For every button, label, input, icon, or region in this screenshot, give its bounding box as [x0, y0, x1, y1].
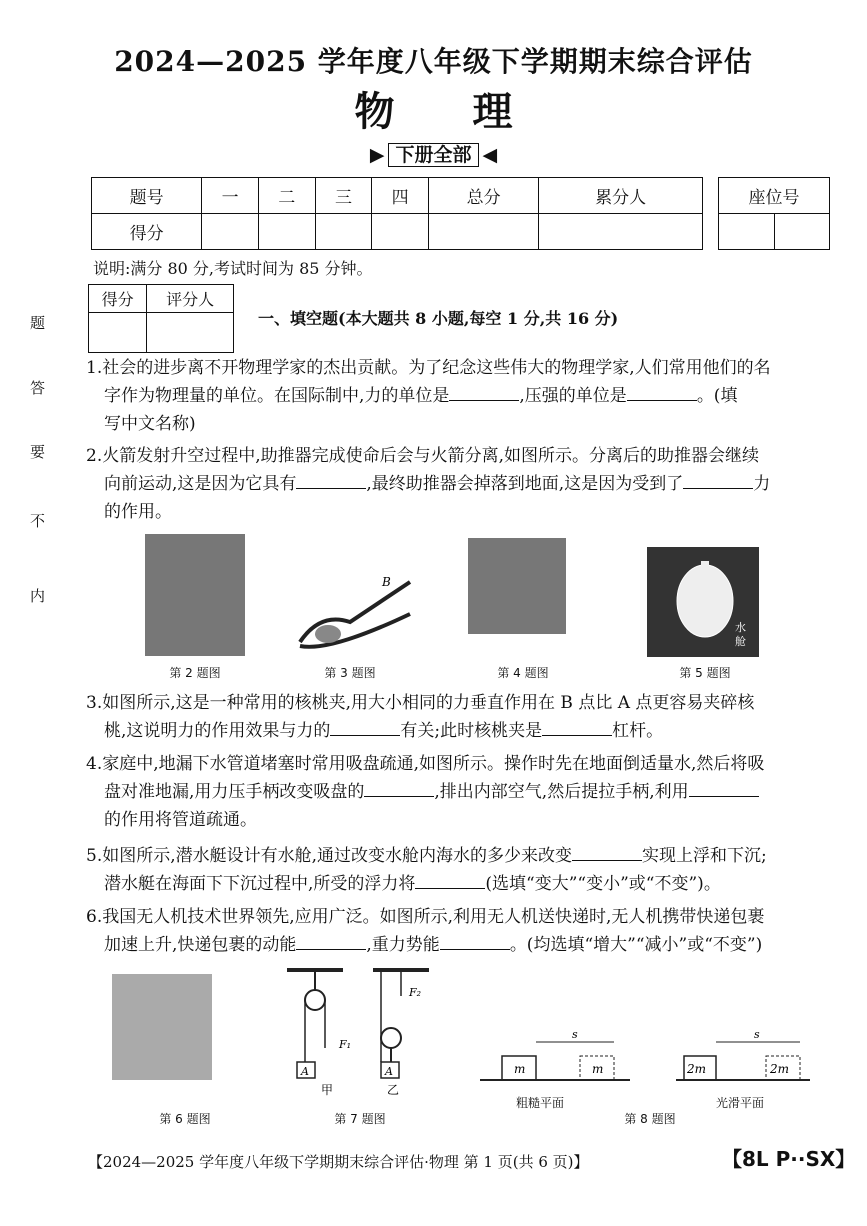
seat-label: 座位号 — [719, 178, 830, 214]
arrow-left-icon: ◀ — [482, 144, 498, 166]
answer-blank[interactable] — [364, 778, 434, 797]
side-label: 内 — [30, 587, 46, 605]
answer-blank[interactable] — [440, 931, 510, 950]
fig7-label-f1: F₁ — [339, 1038, 352, 1051]
fig7-block-a: A — [385, 1065, 393, 1078]
answer-blank[interactable] — [689, 778, 759, 797]
score-header-cell: 题号 — [92, 178, 202, 214]
q5-text: 5.如图所示,潜水艇设计有水舱,通过改变水舱内海水的多少来改变 — [86, 846, 573, 866]
answer-blank[interactable] — [415, 870, 485, 889]
side-label: 题 — [30, 314, 46, 332]
fig8-rough-label: 粗糙平面 — [515, 1096, 564, 1110]
grader-score-label: 得分 — [89, 285, 147, 313]
question-2 — [86, 442, 842, 526]
q3-text: 桃,这说明力的作用效果与力的 — [104, 721, 331, 741]
fig7-block-a: A — [301, 1065, 309, 1078]
q2-text: 力 — [753, 474, 771, 494]
caption-fig3: 第 3 题图 — [324, 666, 376, 680]
score-table — [91, 177, 703, 250]
caption-fig8: 第 8 题图 — [624, 1112, 676, 1126]
caption-fig4: 第 4 题图 — [497, 666, 549, 680]
q1-text: 。(填 — [696, 386, 738, 406]
side-label: 要 — [30, 443, 46, 461]
score-cell[interactable] — [539, 214, 703, 250]
answer-blank[interactable] — [296, 470, 366, 489]
q2-text: 向前运动,这是因为它具有 — [104, 474, 297, 494]
section-heading: 一、填空题(本大题共 8 小题,每空 1 分,共 16 分) — [258, 309, 619, 328]
q2-text: 2.火箭发射升空过程中,助推器完成使命后会与火箭分离,如图所示。分离后的助推器会继续 — [86, 446, 760, 466]
grader-score-cell[interactable] — [89, 313, 147, 353]
fig3-label-b: B — [382, 575, 391, 589]
exam-title: 2024—2025 学年度八年级下学期期末综合评估 — [114, 45, 753, 78]
fig7-label-f2: F₂ — [409, 986, 422, 999]
score-header-cell: 二 — [258, 178, 315, 214]
subject-title: 物理 — [354, 88, 591, 135]
fig7-label-right: 乙 — [387, 1083, 400, 1096]
fig8-distance-s: s — [754, 1028, 760, 1041]
caption-fig7: 第 7 题图 — [334, 1112, 386, 1126]
q3-text: 有关;此时核桃夹是 — [400, 721, 543, 741]
answer-blank[interactable] — [330, 717, 400, 736]
answer-blank[interactable] — [296, 931, 366, 950]
score-cell[interactable] — [258, 214, 315, 250]
drone-photo — [112, 974, 212, 1080]
grader-reviewer-cell[interactable] — [147, 313, 234, 353]
question-6 — [86, 903, 842, 959]
answer-blank[interactable] — [542, 717, 612, 736]
answer-blank[interactable] — [572, 842, 642, 861]
fig8-mass-m: m — [514, 1062, 526, 1076]
q6-text: 加速上升,快递包裹的动能 — [104, 935, 297, 955]
volume-label — [0, 140, 867, 167]
fig8-mass-2m: 2m — [687, 1062, 707, 1076]
score-cell[interactable] — [428, 214, 538, 250]
fig5-label-tank: 舱 — [735, 635, 746, 648]
q4-text: 盘对准地漏,用力压手柄改变吸盘的 — [104, 782, 365, 802]
exam-description: 说明:满分 80 分,考试时间为 85 分钟。 — [93, 259, 373, 278]
plunger-photo — [468, 538, 566, 634]
score-cell[interactable] — [372, 214, 429, 250]
fig5-label-water: 水 — [735, 621, 746, 634]
q6-text: 6.我国无人机技术世界领先,应用广泛。如图所示,利用无人机送快递时,无人机携带快递包裹 — [86, 907, 765, 927]
answer-blank[interactable] — [683, 470, 753, 489]
arrow-right-icon: ▶ — [369, 144, 385, 166]
q6-text: ,重力势能 — [366, 935, 440, 955]
seat-table — [718, 177, 830, 250]
caption-fig6: 第 6 题图 — [159, 1112, 211, 1126]
q1-text: 写中文名称) — [104, 414, 196, 434]
question-3 — [86, 689, 842, 745]
fig8-smooth-label: 光滑平面 — [715, 1096, 764, 1110]
question-4 — [86, 750, 842, 834]
q4-text: 的作用将管道疏通。 — [104, 810, 257, 830]
fig8-distance-s: s — [572, 1028, 578, 1041]
score-header-cell: 累分人 — [539, 178, 703, 214]
q3-text: 3.如图所示,这是一种常用的核桃夹,用大小相同的力垂直作用在 B 点比 A 点更容易夹碎核 — [86, 693, 755, 713]
volume-text: 下册全部 — [388, 143, 478, 167]
seat-cell[interactable] — [719, 214, 775, 250]
score-header-cell: 一 — [202, 178, 259, 214]
q1-text: 字作为物理量的单位。在国际制中,力的单位是 — [104, 386, 450, 406]
q4-text: ,排出内部空气,然后提拉手柄,利用 — [434, 782, 689, 802]
question-1 — [86, 354, 842, 438]
score-header-cell: 总分 — [428, 178, 538, 214]
score-cell[interactable] — [315, 214, 372, 250]
nutcracker-figure — [290, 572, 418, 658]
answer-blank[interactable] — [627, 382, 697, 401]
score-header-cell: 三 — [315, 178, 372, 214]
fig8-mass-2m: 2m — [770, 1062, 790, 1076]
score-row-label: 得分 — [92, 214, 202, 250]
rocket-photo — [145, 534, 245, 656]
q3-text: 杠杆。 — [612, 721, 664, 741]
submarine-figure — [647, 541, 759, 657]
caption-fig5: 第 5 题图 — [679, 666, 731, 680]
pulley-figure — [283, 966, 435, 1096]
fig7-label-left: 甲 — [321, 1083, 334, 1096]
q2-text: ,最终助推器会掉落到地面,这是因为受到了 — [366, 474, 684, 494]
fig8-mass-m: m — [592, 1062, 604, 1076]
q5-text: 实现上浮和下沉; — [642, 846, 767, 866]
q1-text: ,压强的单位是 — [519, 386, 627, 406]
page-footer: 【2024—2025 学年度八年级下学期期末综合评估·物理 第 1 页(共 6 页)】 — [88, 1153, 589, 1171]
paper-code-tag: 【8L P··SX】 — [722, 1147, 856, 1171]
q6-text: 。(均选填“增大”“减小”或“不变”) — [509, 935, 763, 955]
score-header-cell: 四 — [372, 178, 429, 214]
caption-fig2: 第 2 题图 — [169, 666, 221, 680]
friction-figure — [480, 1026, 820, 1094]
grader-box — [88, 284, 234, 353]
question-5 — [86, 842, 842, 898]
seat-cell[interactable] — [774, 214, 830, 250]
q5-text: 潜水艇在海面下下沉过程中,所受的浮力将 — [104, 874, 416, 894]
score-cell[interactable] — [202, 214, 259, 250]
q1-text: 1.社会的进步离不开物理学家的杰出贡献。为了纪念这些伟大的物理学家,人们常用他们的名 — [86, 358, 771, 378]
side-label: 答 — [30, 379, 46, 397]
q4-text: 4.家庭中,地漏下水管道堵塞时常用吸盘疏通,如图所示。操作时先在地面倒适量水,然后将吸 — [86, 754, 765, 774]
q2-text: 的作用。 — [104, 502, 172, 522]
q5-text: (选填“变大”“变小”或“不变”)。 — [485, 874, 721, 894]
grader-reviewer-label: 评分人 — [147, 285, 234, 313]
answer-blank[interactable] — [449, 382, 519, 401]
side-label: 不 — [30, 512, 46, 530]
